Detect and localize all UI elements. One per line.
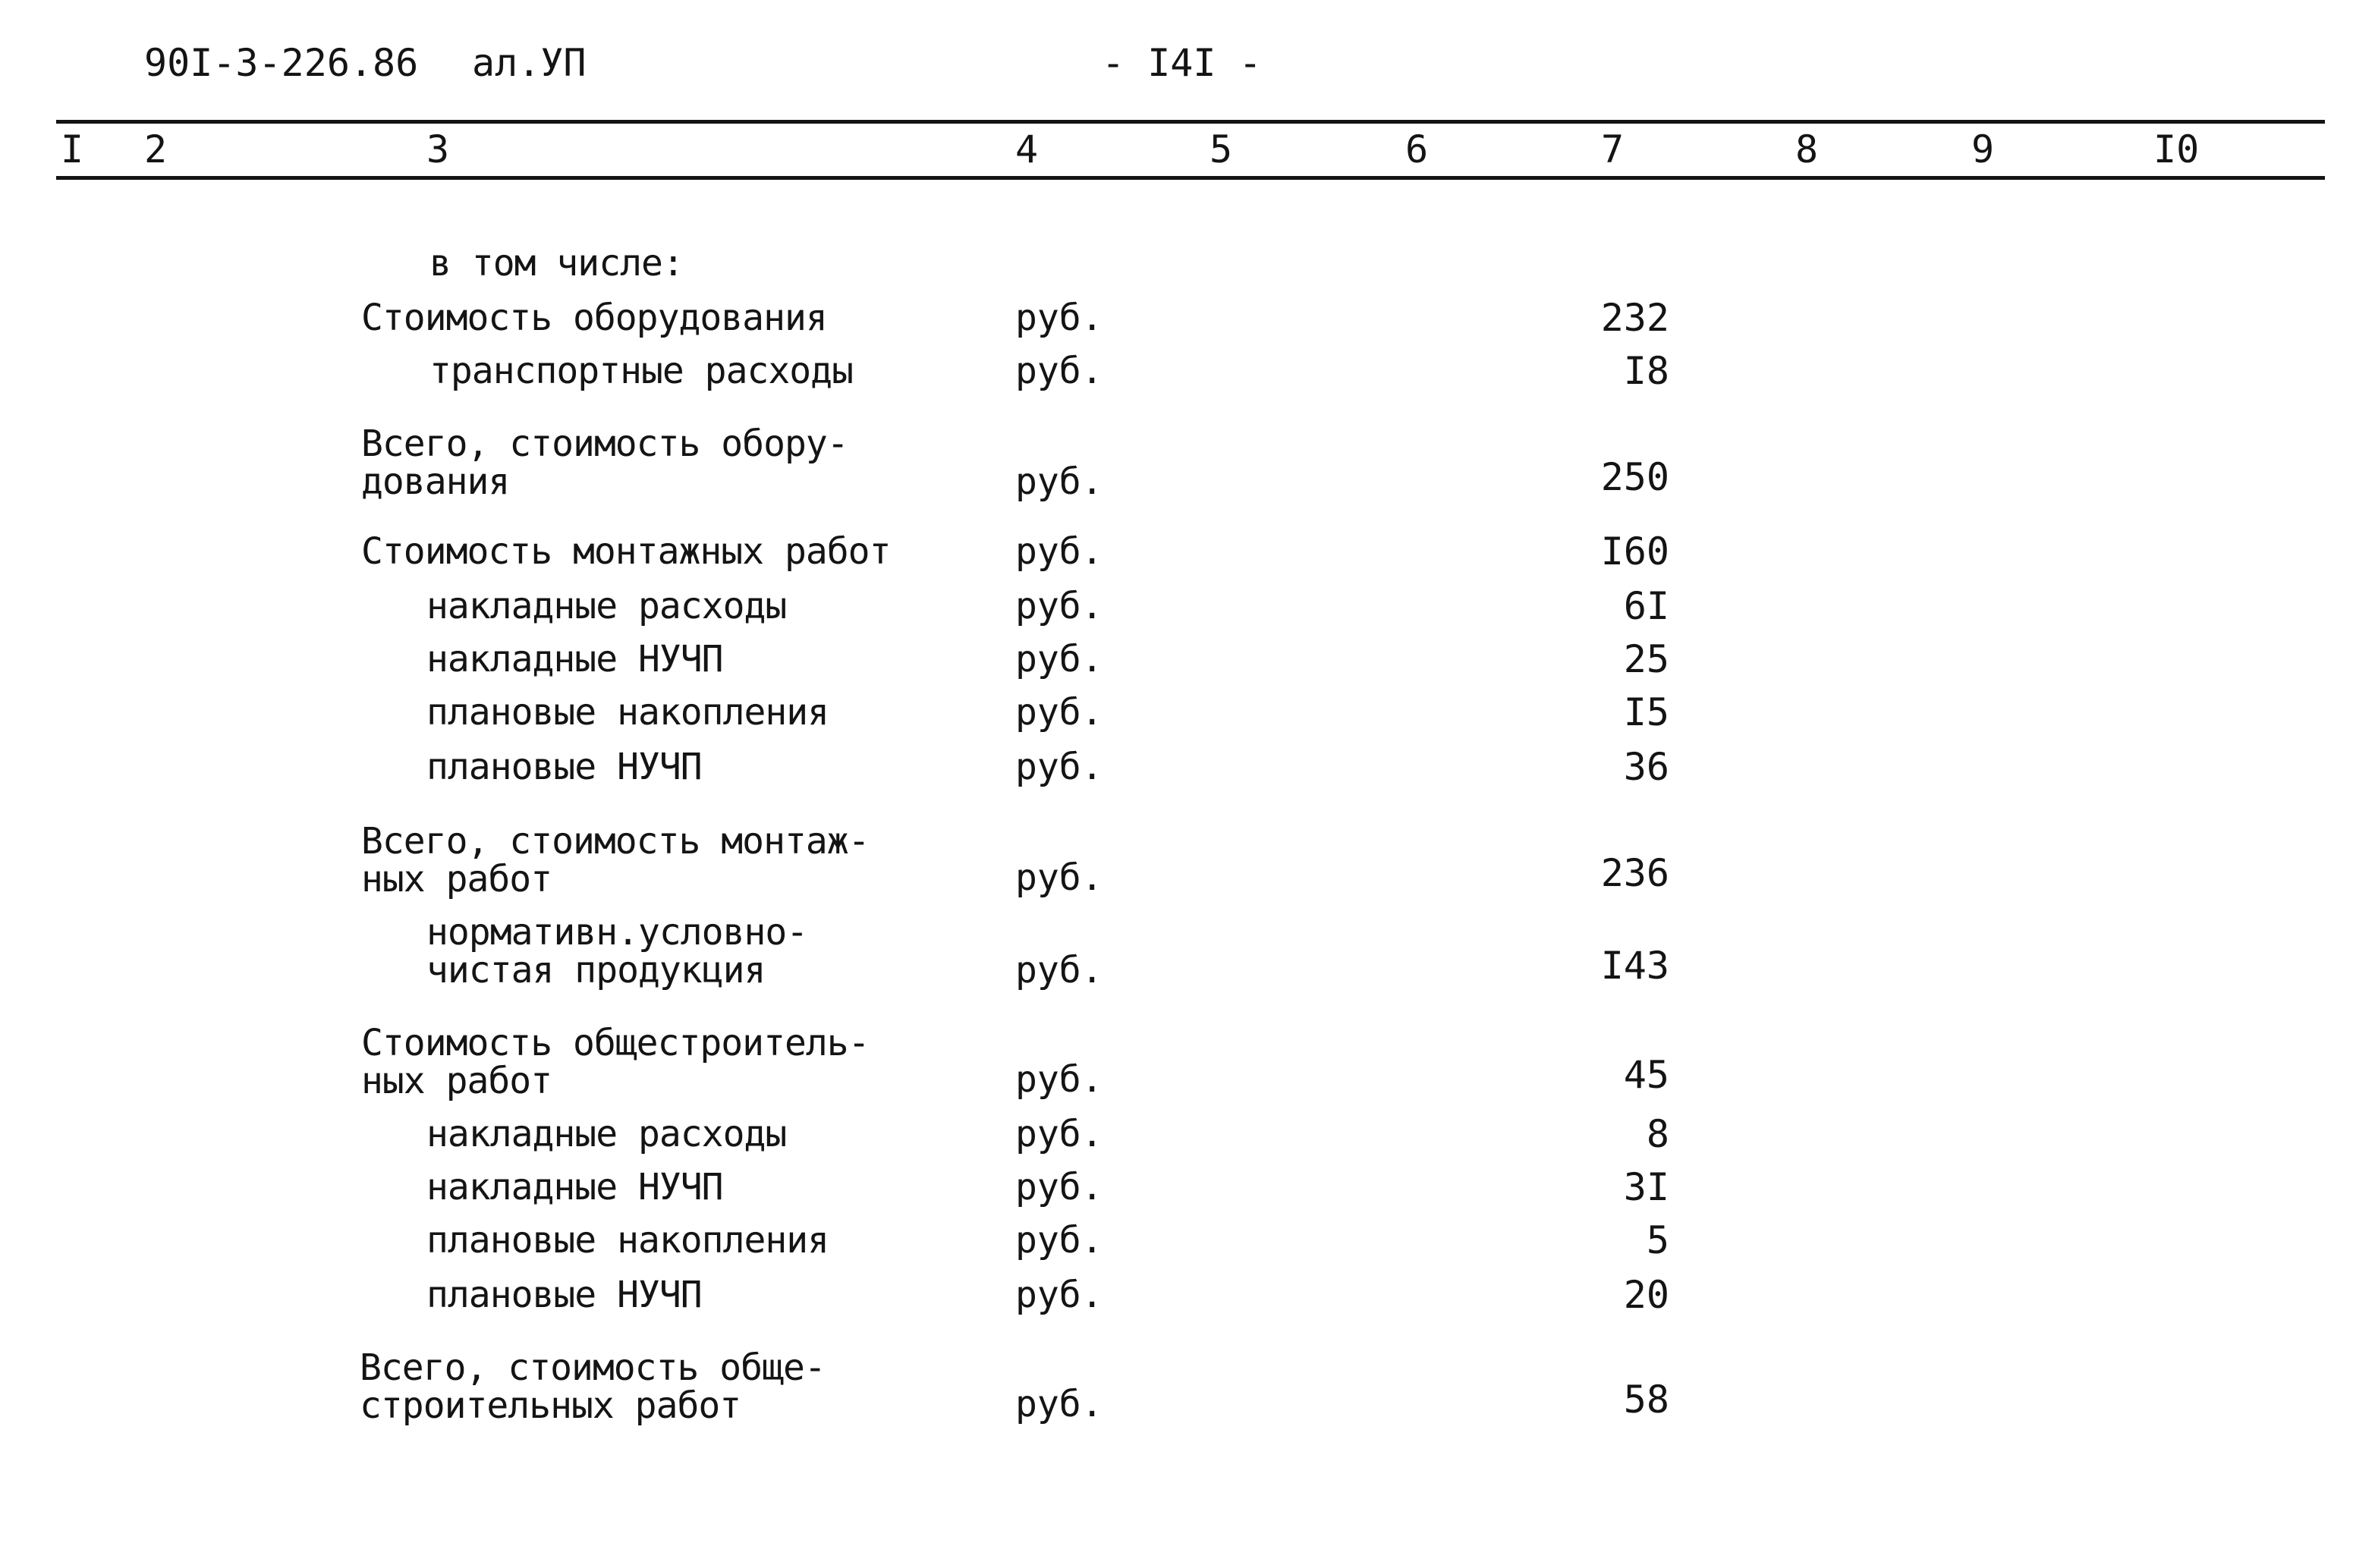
row-value: 20 xyxy=(1623,1273,1669,1317)
row-label: Стоимость оборудования xyxy=(361,297,827,339)
row-label: Всего, стоимость обору- дования xyxy=(361,423,848,503)
row-label: накладные расходы xyxy=(426,585,787,627)
row-unit: руб. xyxy=(1015,460,1103,503)
row-unit: руб. xyxy=(1015,1219,1103,1262)
row-label: нормативн.условно- чистая продукция xyxy=(426,911,808,991)
page-number: - I4I - xyxy=(1102,41,1262,85)
row-value: 58 xyxy=(1623,1378,1669,1422)
row-label: Всего, стоимость монтаж- ных работ xyxy=(361,820,870,900)
row-value: 45 xyxy=(1623,1053,1669,1097)
album-label: ал.УП xyxy=(472,41,587,85)
row-unit: руб. xyxy=(1015,1166,1103,1208)
row-unit: руб. xyxy=(1015,350,1103,392)
row-label: транспортные расходы xyxy=(429,350,853,392)
row-unit: руб. xyxy=(1015,1383,1103,1425)
row-unit: руб. xyxy=(1015,949,1103,991)
row-unit: руб. xyxy=(1015,1274,1103,1316)
row-label: Всего, стоимость обще- строительных работ xyxy=(360,1346,826,1427)
row-value: 36 xyxy=(1623,745,1669,789)
row-label: накладные НУЧП xyxy=(426,638,723,680)
document-code: 90I-3-226.86 xyxy=(144,41,419,85)
row-label: накладные расходы xyxy=(426,1113,787,1155)
row-value: 5 xyxy=(1646,1218,1669,1262)
row-value: 25 xyxy=(1623,637,1669,681)
column-number: 3 xyxy=(426,127,450,171)
row-unit: руб. xyxy=(1015,638,1103,680)
column-number: I xyxy=(61,127,84,171)
table-header-rule xyxy=(56,176,2325,180)
column-number: 8 xyxy=(1795,127,1819,171)
row-value: 3I xyxy=(1623,1165,1669,1209)
row-value: 8 xyxy=(1646,1112,1669,1156)
row-unit: руб. xyxy=(1015,1113,1103,1155)
row-label: плановые НУЧП xyxy=(426,1274,702,1316)
row-unit: руб. xyxy=(1015,297,1103,339)
column-number: 9 xyxy=(1971,127,1995,171)
row-value: 232 xyxy=(1600,296,1669,340)
row-label: в том числе: xyxy=(429,242,684,284)
column-number: 2 xyxy=(144,127,168,171)
row-value: I43 xyxy=(1600,944,1669,988)
row-value: I60 xyxy=(1600,529,1669,573)
row-unit: руб. xyxy=(1015,856,1103,899)
row-unit: руб. xyxy=(1015,1058,1103,1101)
row-unit: руб. xyxy=(1015,691,1103,734)
column-number: 4 xyxy=(1015,127,1039,171)
table-top-rule xyxy=(56,120,2325,124)
row-value: 250 xyxy=(1600,455,1669,499)
row-unit: руб. xyxy=(1015,585,1103,627)
column-number: 5 xyxy=(1210,127,1233,171)
row-label: Стоимость монтажных работ xyxy=(361,530,891,573)
row-label: плановые НУЧП xyxy=(426,746,702,788)
column-number: 6 xyxy=(1405,127,1429,171)
column-number: I0 xyxy=(2153,127,2200,171)
row-value: 236 xyxy=(1600,851,1669,895)
row-value: I8 xyxy=(1623,349,1669,393)
row-label: Стоимость общестроитель- ных работ xyxy=(361,1022,870,1102)
row-label: плановые накопления xyxy=(426,1219,829,1262)
row-label: плановые накопления xyxy=(426,691,829,734)
row-unit: руб. xyxy=(1015,530,1103,573)
row-label: накладные НУЧП xyxy=(426,1166,723,1208)
row-value: I5 xyxy=(1623,690,1669,734)
row-unit: руб. xyxy=(1015,746,1103,788)
column-number: 7 xyxy=(1601,127,1625,171)
row-value: 6I xyxy=(1623,584,1669,628)
